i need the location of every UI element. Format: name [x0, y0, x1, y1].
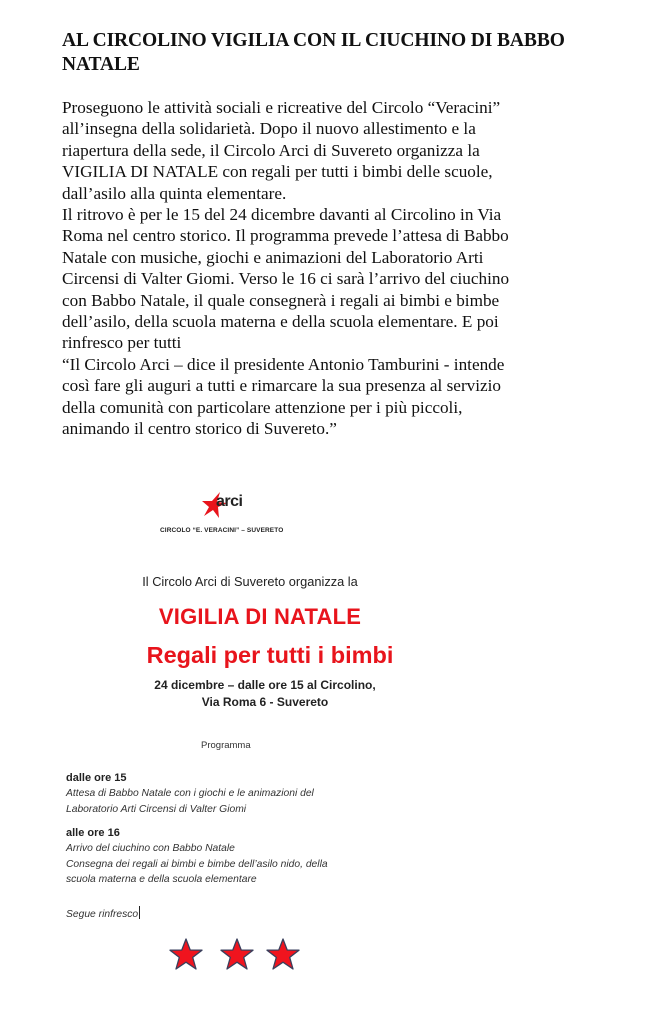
- program-desc: Arrivo del ciuchino con Babbo Natale: [66, 843, 235, 854]
- article-body: [62, 97, 632, 440]
- article-line: dall’asilo alla quinta elementare.: [62, 183, 287, 203]
- article-line: Natale con musiche, giochi e animazioni del Laboratorio Arti: [62, 247, 484, 267]
- star-icon: [219, 937, 255, 971]
- article-line: rinfresco per tutti: [62, 333, 182, 353]
- flyer-subheadline: Regali per tutti i bimbi: [146, 642, 394, 668]
- flyer-address: Via Roma 6 - Suvereto: [201, 695, 329, 709]
- article-title-line: AL CIRCOLINO VIGILIA CON IL CIUCHINO DI BABBO: [62, 30, 565, 51]
- logo-text: arci: [216, 493, 243, 510]
- article-line: riapertura della sede, il Circolo Arci di Suvereto organizza la: [62, 140, 480, 160]
- article-line: Proseguono le attività sociali e ricreative del Circolo “Veracini”: [62, 98, 501, 117]
- article-line: “Il Circolo Arci – dice il presidente Antonio Tamburini - intende: [62, 354, 505, 374]
- arci-logo: [200, 491, 260, 519]
- star-icon: [265, 937, 301, 971]
- program-desc: scuola materna e della scuola elementare: [66, 874, 257, 885]
- article-line: Il ritrovo è per le 15 del 24 dicembre davanti al Circolino in Via: [62, 205, 502, 225]
- program-time: alle ore 16: [66, 827, 120, 839]
- article-line: all’insegna della solidarietà. Dopo il nuovo allestimento e la: [62, 119, 476, 139]
- star-icon: [168, 937, 204, 971]
- article-title-line: NATALE: [62, 54, 140, 75]
- text-cursor: [139, 906, 140, 919]
- article-line: con Babbo Natale, il quale consegnerà i regali ai bimbi e bimbe: [62, 290, 500, 310]
- flyer-intro: Il Circolo Arci di Suvereto organizza la: [142, 574, 358, 589]
- article-line: VIGILIA DI NATALE con regali per tutti i bimbi delle scuole,: [62, 162, 493, 182]
- program-time: dalle ore 15: [66, 772, 127, 784]
- article-line: animando il centro storico di Suvereto.”: [62, 419, 337, 439]
- program-desc: Consegna dei regali ai bimbi e bimbe dell’asilo nido, della: [66, 858, 328, 870]
- article-line: Roma nel centro storico. Il programma prevede l’attesa di Babbo: [62, 226, 509, 246]
- closing-text: Segue rinfresco: [66, 909, 139, 920]
- program-item: [66, 771, 314, 817]
- article-line: così fare gli auguri a tutti e rimarcare la sua presenza al servizio: [62, 376, 502, 396]
- article-title: [62, 29, 622, 77]
- program-item: [66, 826, 328, 888]
- stars-row: [168, 937, 308, 971]
- article-line: della comunità con particolare attenzione per i più piccoli,: [62, 397, 463, 417]
- circolo-label: CIRCOLO “E. VERACINI” – SUVERETO: [160, 527, 284, 534]
- article-line: Circensi di Valter Giomi. Verso le 16 ci sarà l’arrivo del ciuchino: [62, 269, 510, 289]
- program-desc: Attesa di Babbo Natale con i giochi e le animazioni del: [66, 788, 314, 799]
- flyer-headline: VIGILIA DI NATALE: [158, 604, 362, 629]
- program-desc: Laboratorio Arti Circensi di Valter Giomi: [66, 803, 247, 815]
- flyer-date: 24 dicembre – dalle ore 15 al Circolino,: [154, 678, 376, 692]
- article-line: dell’asilo, della scuola materna e della scuola elementare. E poi: [62, 312, 499, 332]
- programma-label: Programma: [201, 740, 251, 751]
- closing-note: [66, 906, 140, 920]
